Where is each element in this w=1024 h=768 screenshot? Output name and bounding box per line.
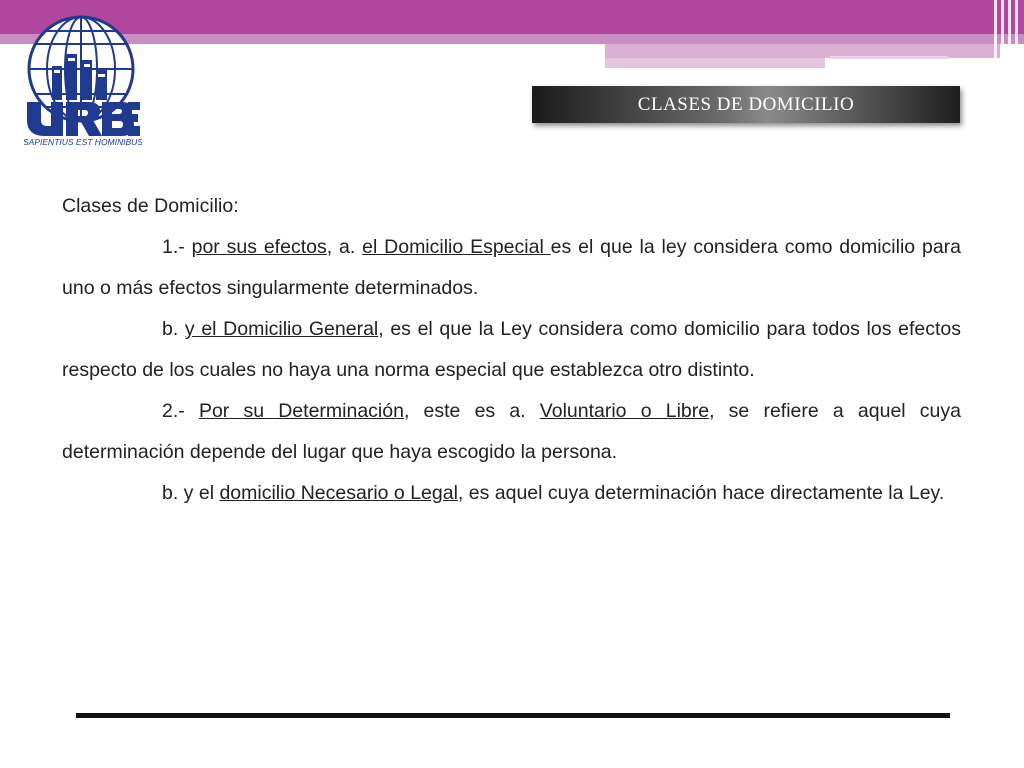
paragraph-general: [62, 309, 961, 391]
p4-definition: , es aquel cuya determinación hace directamente la Ley.: [457, 482, 945, 504]
header-accent-bar-small: [605, 58, 825, 68]
p2-term-general: y el Domicilio General: [184, 318, 379, 340]
university-logo: [24, 14, 142, 150]
paragraph-especial: [62, 227, 961, 309]
p2-letter: b.: [162, 318, 185, 340]
paragraph-voluntario: [62, 391, 961, 473]
p4-term-necesario: domicilio Necesario o Legal: [219, 482, 458, 504]
p1-text: , a.: [326, 236, 363, 258]
p3-term-voluntario: Voluntario o Libre: [539, 400, 710, 422]
heading-text: Clases de Domicilio:: [62, 195, 239, 217]
p3-definition: , se refiere a aquel cuya determinación depende del lugar que haya escogido la persona.: [62, 400, 961, 463]
header-band-secondary: [0, 34, 1024, 44]
p2-definition: , es el que la Ley considera como domicilio para todos los efectos respecto de los cuales no haya una norma especial que establezca otro distinto.: [62, 318, 961, 381]
slide-title: CLASES DE DOMICILIO: [637, 93, 855, 115]
header-vertical-stripes: [990, 0, 1024, 70]
logo-motto: SAPIENTIUS EST HOMINIBUS: [24, 137, 142, 147]
p1-number: 1.-: [162, 236, 192, 258]
p3-term-determinacion: Por su Determinación: [198, 400, 404, 422]
header-accent-line: [830, 56, 948, 59]
p3-number: 2.-: [162, 400, 199, 422]
slide-title-box: [532, 86, 960, 123]
p1-term-especial: el Domicilio Especial: [362, 236, 551, 258]
p4-letter: b. y el: [162, 482, 220, 504]
header-band: [0, 0, 1024, 34]
slide-content: [62, 186, 961, 514]
globe-logo-icon: [24, 14, 142, 150]
paragraph-necesario: [62, 473, 961, 514]
content-heading: [62, 186, 961, 227]
p1-definition: es el que la ley considera como domicilio para uno o más efectos singularmente determinados.: [62, 236, 961, 299]
p1-term-efectos: por sus efectos: [191, 236, 327, 258]
p3-text: , este es a.: [403, 400, 540, 422]
footer-rule: [76, 713, 950, 718]
